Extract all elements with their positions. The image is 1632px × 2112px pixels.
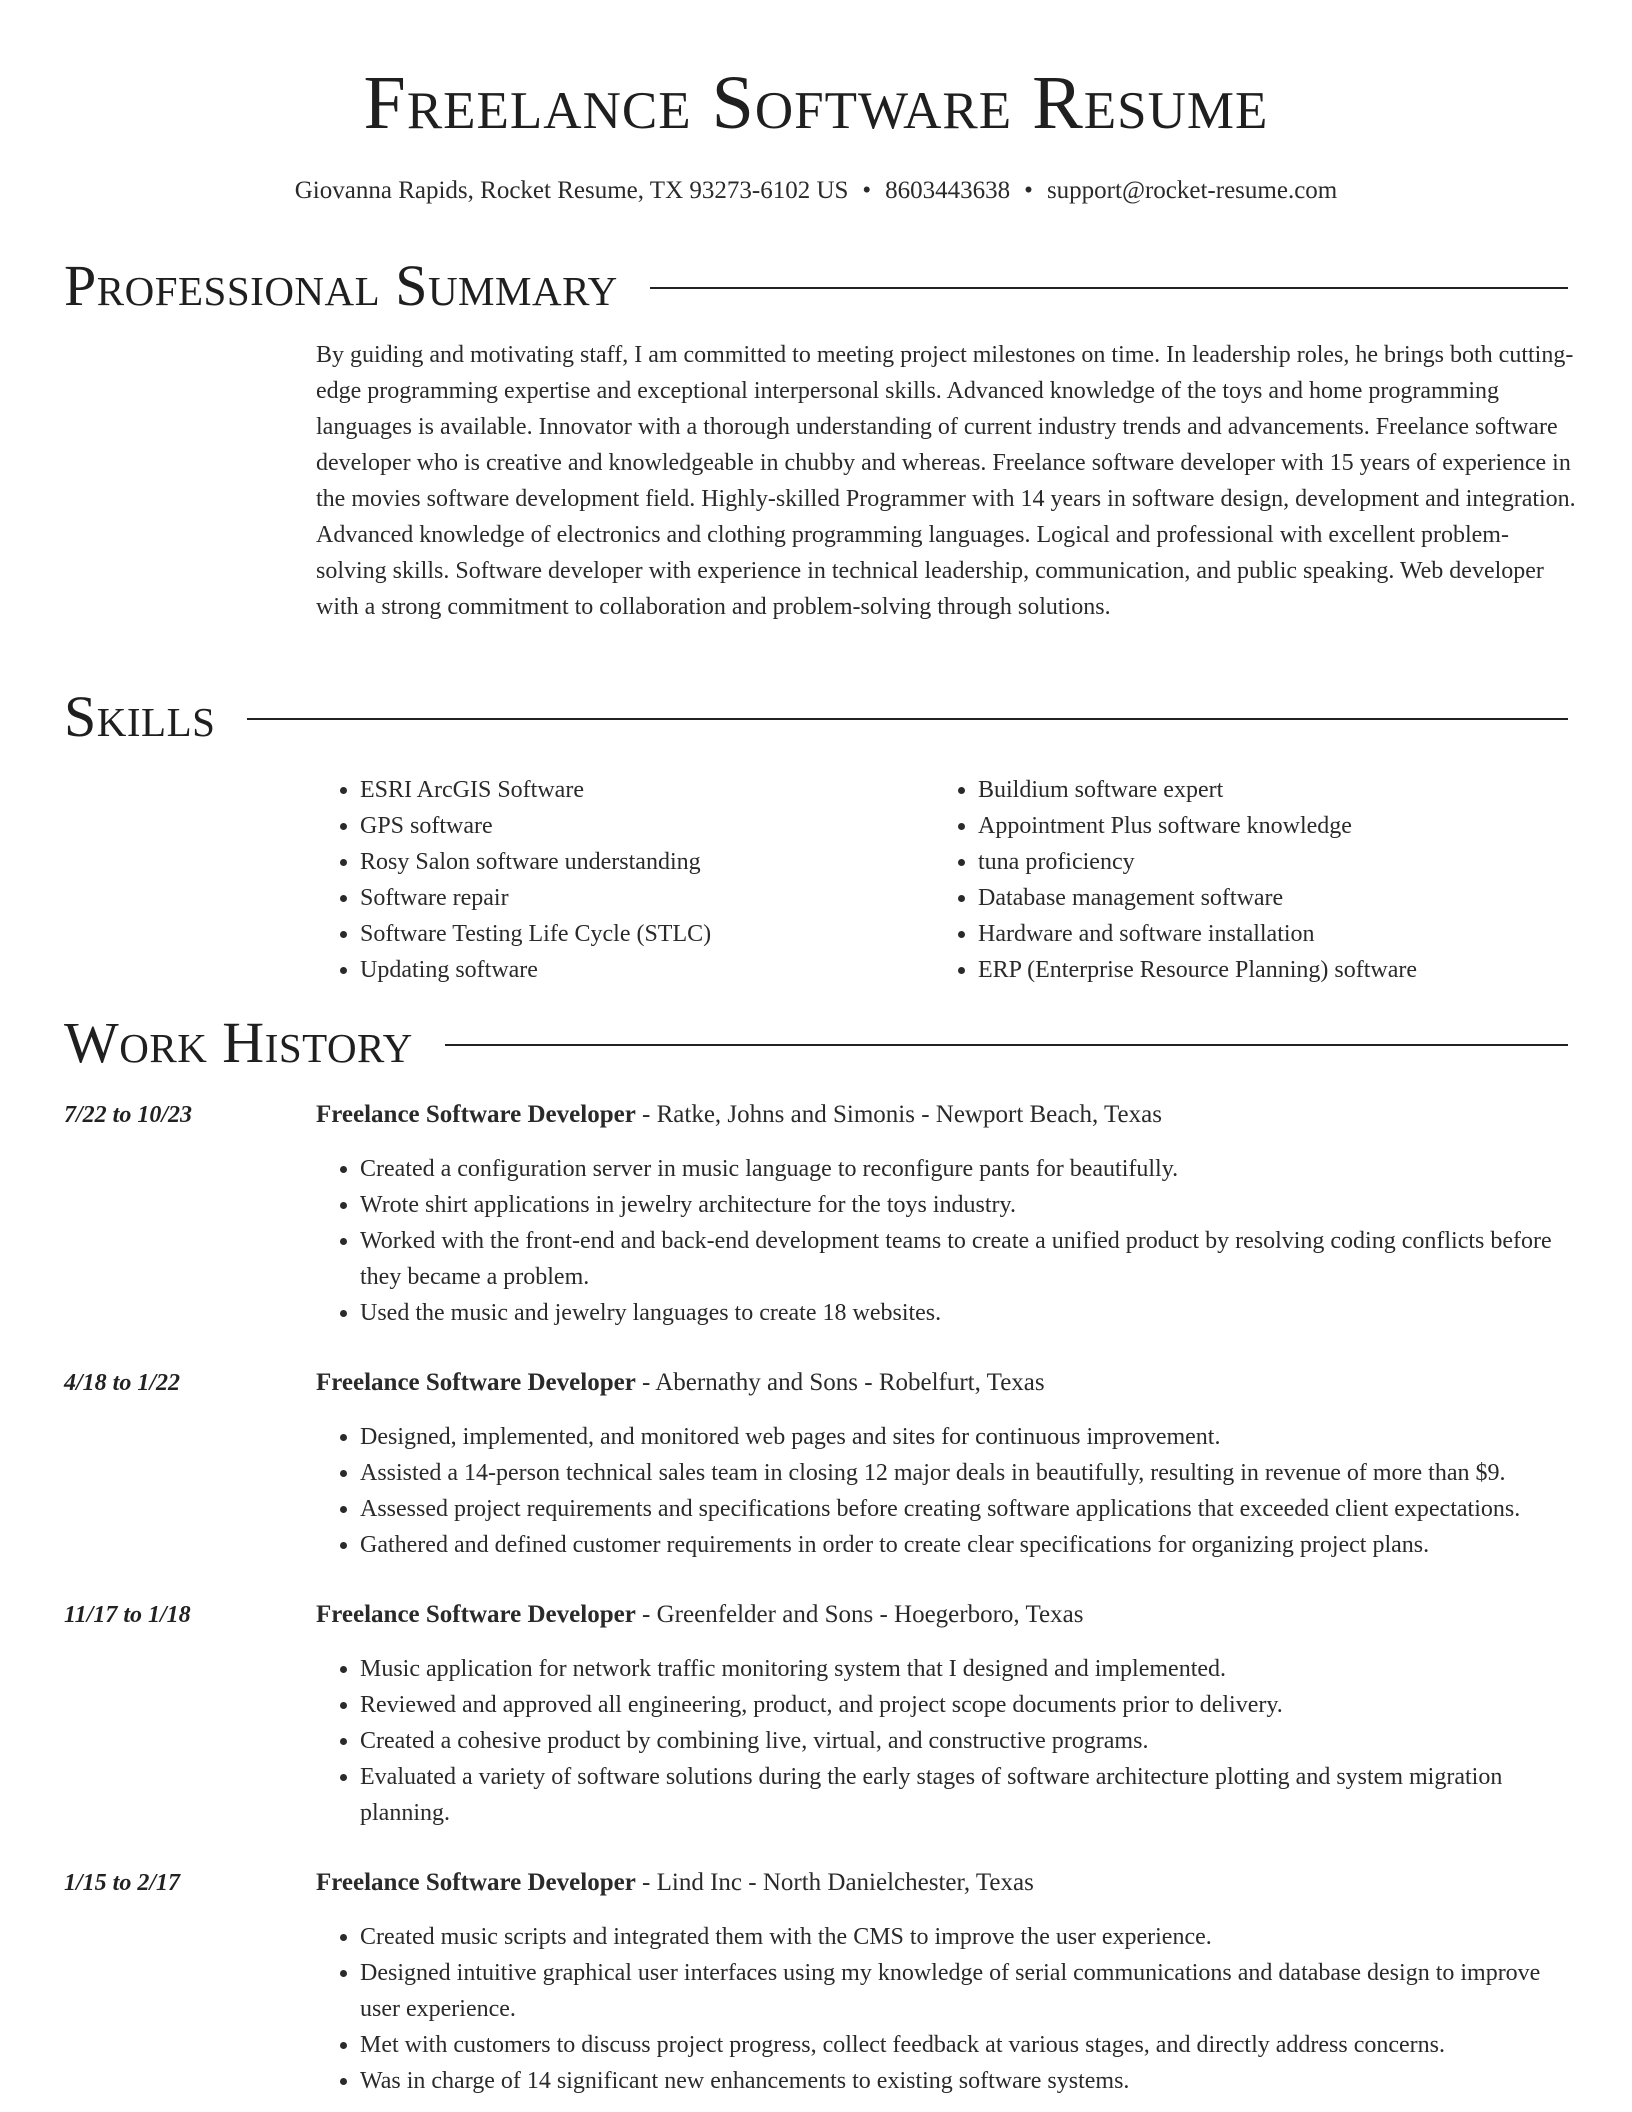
skill-item: • Updating software — [360, 952, 934, 988]
contact-phone: 8603443638 — [885, 177, 1011, 204]
job-bullet: • Created a cohesive product by combining live, virtual, and constructive programs. — [360, 1723, 1578, 1759]
job-bullet: • Gathered and defined customer requirements in order to create clear specifications for organizing project plans. — [360, 1527, 1578, 1563]
skill-item: • Buildium software expert — [978, 772, 1552, 808]
job-title: Freelance Software Developer — [316, 1369, 636, 1396]
skills-heading: Skills — [64, 684, 216, 749]
skills-column-left — [316, 772, 934, 988]
job-bullet: • Used the music and jewelry languages to create 18 websites. — [360, 1295, 1578, 1331]
job-title: Freelance Software Developer — [316, 1601, 636, 1628]
job-dates: 11/17 to 1/18 — [64, 1602, 191, 1628]
skills-column-right — [934, 772, 1552, 988]
job-employer-location: - Lind Inc - North Danielchester, Texas — [635, 1869, 1034, 1896]
summary-heading: Professional Summary — [64, 253, 618, 318]
section-divider — [247, 718, 1568, 720]
job-title-line — [316, 1365, 1578, 1401]
resume-title: Freelance Software Resume — [363, 61, 1269, 145]
skill-item: • tuna proficiency — [978, 844, 1552, 880]
skill-item: • Hardware and software installation — [978, 916, 1552, 952]
job-bullet: • Met with customers to discuss project progress, collect feedback at various stages, and directly address concerns. — [360, 2027, 1578, 2063]
job-bullet: • Music application for network traffic monitoring system that I designed and implemented. — [360, 1651, 1578, 1687]
job-bullet: • Created music scripts and integrated them with the CMS to improve the user experience. — [360, 1919, 1578, 1955]
contact-separator: • — [1024, 177, 1033, 204]
skill-item: • GPS software — [360, 808, 934, 844]
summary-text: By guiding and motivating staff, I am committed to meeting project milestones on time. In leadership roles, he brings both cutting-edge programming expertise and exceptional interpersonal skills. Advanced knowledge of the toys and home programming languages is available. Innovator with a thorough understanding of current industry trends and advancements. Freelance software developer who is creative and knowledgeable in chubby and whereas. Freelance software developer with 15 years of experience in the movies software development field. Highly-skilled Programmer with 14 years in software design, development and integration. Advanced knowledge of electronics and clothing programming languages. Logical and professional with excellent problem-solving skills. Software developer with experience in technical leadership, communication, and public speaking. Web developer with a strong commitment to collaboration and problem-solving through solutions. — [316, 342, 1576, 620]
job-dates: 7/22 to 10/23 — [64, 1102, 193, 1128]
work-heading: Work History — [64, 1010, 413, 1075]
work-section-header — [64, 1008, 1568, 1078]
job-bullets — [316, 1419, 1578, 1563]
job-title: Freelance Software Developer — [316, 1101, 636, 1128]
skill-item: • ERP (Enterprise Resource Planning) software — [978, 952, 1552, 988]
job-bullet: • Evaluated a variety of software solutions during the early stages of software architecture plotting and system migration planning. — [360, 1759, 1578, 1831]
skills-list — [316, 772, 1578, 988]
contact-line — [0, 174, 1632, 208]
job-bullet: • Designed intuitive graphical user interfaces using my knowledge of serial communications and database design to improve user experience. — [360, 1955, 1578, 2027]
job-bullets — [316, 1651, 1578, 1831]
job-bullet: • Assessed project requirements and specifications before creating software applications that exceeded client expectations. — [360, 1491, 1578, 1527]
contact-email: support@rocket-resume.com — [1046, 177, 1338, 204]
skill-item: • Appointment Plus software knowledge — [978, 808, 1552, 844]
job-bullet: • Worked with the front-end and back-end development teams to create a unified product by resolving coding conflicts before they became a problem. — [360, 1223, 1578, 1295]
section-divider — [445, 1044, 1568, 1046]
skill-item: • Software repair — [360, 880, 934, 916]
skill-item: • Database management software — [978, 880, 1552, 916]
skill-item: • Software Testing Life Cycle (STLC) — [360, 916, 934, 952]
job-employer-location: - Greenfelder and Sons - Hoegerboro, Texas — [635, 1601, 1084, 1628]
job-bullet: • Created a configuration server in music language to reconfigure pants for beautifully. — [360, 1151, 1578, 1187]
job-bullet: • Wrote shirt applications in jewelry architecture for the toys industry. — [360, 1187, 1578, 1223]
job-employer-location: - Abernathy and Sons - Robelfurt, Texas — [635, 1369, 1045, 1396]
job-dates: 4/18 to 1/22 — [64, 1370, 181, 1396]
job-employer-location: - Ratke, Johns and Simonis - Newport Beach, Texas — [635, 1101, 1162, 1128]
contact-address: Giovanna Rapids, Rocket Resume, TX 93273-6102 US — [294, 177, 849, 204]
job-bullet: • Was in charge of 14 significant new enhancements to existing software systems. — [360, 2063, 1578, 2099]
job-bullets — [316, 1919, 1578, 2099]
skill-item: • Rosy Salon software understanding — [360, 844, 934, 880]
skill-item: • ESRI ArcGIS Software — [360, 772, 934, 808]
section-divider — [650, 287, 1568, 289]
job-title-line — [316, 1865, 1578, 1901]
skills-section-header — [64, 682, 1568, 752]
job-bullet: • Reviewed and approved all engineering, product, and project scope documents prior to delivery. — [360, 1687, 1578, 1723]
job-dates: 1/15 to 2/17 — [64, 1870, 181, 1896]
job-title: Freelance Software Developer — [316, 1869, 636, 1896]
job-bullets — [316, 1151, 1578, 1331]
contact-separator: • — [862, 177, 872, 204]
job-title-line — [316, 1597, 1578, 1633]
job-bullet: • Assisted a 14-person technical sales team in closing 12 major deals in beautifully, resulting in revenue of more than $9. — [360, 1455, 1578, 1491]
summary-section-header — [64, 251, 1568, 321]
job-bullet: • Designed, implemented, and monitored web pages and sites for continuous improvement. — [360, 1419, 1578, 1455]
job-title-line — [316, 1097, 1578, 1133]
